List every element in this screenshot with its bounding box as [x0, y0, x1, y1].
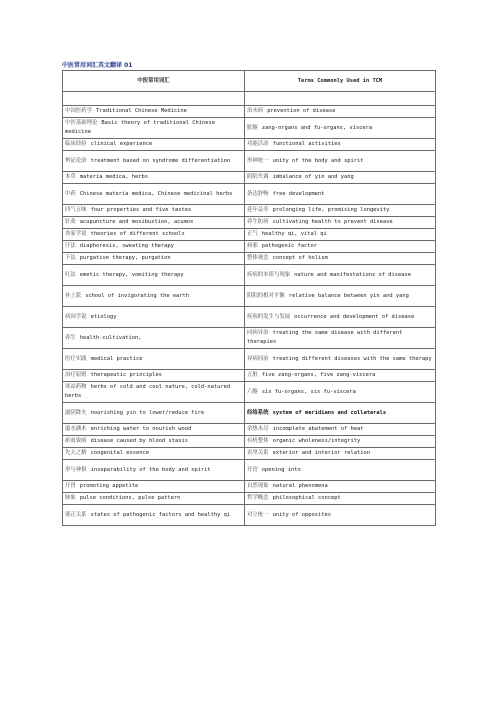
document-title: 中医常用词汇英文翻译 01: [62, 62, 133, 69]
english-translation: free development: [272, 190, 325, 197]
chinese-term: 滋水涵木: [65, 426, 87, 433]
english-translation: promoting appetite: [79, 483, 139, 490]
english-translation: unity of the body and spirit: [272, 157, 364, 164]
chinese-term: 条达舒畅: [247, 190, 269, 197]
english-translation: therapeutic principles: [90, 372, 162, 379]
chinese-term: 形神统一: [247, 157, 269, 164]
table-row: [63, 172, 436, 184]
table-row: [63, 382, 436, 403]
chinese-term: 病邪: [247, 243, 258, 250]
english-translation: zang-organs and fu-organs, viscera: [261, 124, 373, 131]
term-cell-right: [245, 505, 436, 526]
table-row: [63, 424, 436, 436]
english-translation: congenital essence: [90, 450, 149, 457]
chinese-term: 治未病: [247, 108, 264, 115]
table-row: [63, 205, 436, 217]
term-cell-right: [245, 139, 436, 151]
blank-cell: [245, 92, 436, 106]
english-translation: Basic theory of traditional Chinese medicine: [65, 120, 215, 135]
chinese-term: 同病异治: [247, 330, 269, 337]
english-translation: exterior and interior relation: [272, 450, 370, 457]
english-translation: school of invigorating the earth: [85, 292, 190, 299]
table-row: [63, 217, 436, 229]
english-translation: six fu-organs, six fu-viscera: [261, 388, 356, 395]
header-chinese-terms: 中医常用词汇: [63, 71, 245, 92]
term-cell-chinese-english: [63, 349, 245, 370]
chinese-term: 整体观念: [247, 255, 269, 262]
english-translation: prevention of disease: [267, 108, 336, 115]
chinese-term: 邪正关系: [65, 511, 87, 518]
term-cell-right: [245, 370, 436, 382]
table-row: [63, 349, 436, 370]
term-cell-chinese-english: [63, 253, 245, 265]
term-cell-right: [245, 151, 436, 172]
table-row: [63, 151, 436, 172]
table-row: [63, 448, 436, 460]
chinese-term: 临床经验: [65, 141, 87, 148]
english-translation: natural phenomena: [272, 483, 328, 490]
table-row: [63, 307, 436, 328]
chinese-term: 本草: [65, 174, 76, 181]
term-cell-right: [245, 349, 436, 370]
table-row: [63, 370, 436, 382]
chinese-term: 阴阳失调: [247, 174, 269, 181]
english-translation: disease caused by blood stasis: [90, 438, 188, 445]
table-row: [63, 460, 436, 481]
term-cell-right: [245, 424, 436, 436]
table-row: [63, 493, 436, 505]
english-translation: relative balance between yin and yang: [288, 292, 409, 299]
english-translation: enriching water to nourish wood: [90, 426, 192, 433]
chinese-term: 形与神俱: [65, 466, 87, 473]
english-translation: opening into: [261, 466, 301, 473]
chinese-term: 脏腑: [247, 124, 258, 131]
term-cell-right: [245, 493, 436, 505]
english-translation: health-cultivation,: [79, 334, 142, 341]
table-body: [63, 92, 436, 526]
english-translation: Chinese materia medica, Chinese medicinal herbs: [79, 190, 233, 197]
term-cell-right: [245, 460, 436, 481]
table-row: [63, 505, 436, 526]
chinese-term: 滋阴降火: [65, 409, 87, 416]
chinese-term: 疾病的本质与现象: [247, 271, 291, 278]
chinese-term: 中药: [65, 190, 76, 197]
english-translation: purgative therapy, purgation: [79, 255, 171, 262]
term-cell-chinese-english: [63, 505, 245, 526]
english-translation: states of pathogenic factors and healthy qi: [90, 511, 231, 518]
chinese-term: 正气: [247, 231, 258, 238]
english-translation: Traditional Chinese Medicine: [95, 108, 187, 115]
table-row: [63, 118, 436, 139]
term-cell-chinese-english: [63, 241, 245, 253]
term-cell-right: [245, 118, 436, 139]
term-cell-right: [245, 436, 436, 448]
term-cell-chinese-english: [63, 184, 245, 205]
english-translation: healthy qi, vital qi: [261, 231, 327, 238]
term-cell-chinese-english: [63, 229, 245, 241]
term-cell-chinese-english: [63, 118, 245, 139]
term-cell-right: [245, 403, 436, 424]
english-translation: pathogenic factor: [261, 243, 317, 250]
table-row: [63, 286, 436, 307]
table-header-row: [63, 71, 436, 92]
term-cell-chinese-english: [63, 403, 245, 424]
chinese-term: 补土派: [65, 292, 82, 299]
chinese-term: 医疗实践: [65, 355, 87, 362]
term-cell-chinese-english: [63, 217, 245, 229]
english-translation: concept of holism: [272, 255, 328, 262]
english-translation: incomplete abatement of heat: [272, 426, 364, 433]
term-cell-chinese-english: [63, 448, 245, 460]
english-translation: imbalance of yin and yang: [272, 174, 354, 181]
term-cell-right: [245, 307, 436, 328]
chinese-term: 六腑: [247, 388, 258, 395]
term-cell-chinese-english: [63, 205, 245, 217]
english-translation: philosophical concept: [272, 495, 341, 502]
chinese-term: 先天之精: [65, 450, 87, 457]
term-cell-right: [245, 229, 436, 241]
chinese-term: 哲学概念: [247, 495, 269, 502]
term-cell-chinese-english: [63, 460, 245, 481]
chinese-term: 脉象: [65, 495, 76, 502]
chinese-term: 延年益寿: [247, 207, 269, 214]
term-cell-right: [245, 106, 436, 118]
english-translation: system of meridians and collaterals: [272, 409, 387, 416]
table-row: [63, 265, 436, 286]
chinese-term: 五脏: [247, 372, 258, 379]
chinese-term: 四气五味: [65, 207, 87, 214]
chinese-term: 汗法: [65, 243, 76, 250]
english-translation: herbs of cold and cool nature, cold-natured herbs: [65, 384, 231, 399]
term-cell-right: [245, 253, 436, 265]
english-translation: prolonging life, promising longevity: [272, 207, 390, 214]
term-cell-right: [245, 382, 436, 403]
english-translation: five zang-organs, five zang-viscera: [261, 372, 376, 379]
term-cell-chinese-english: [63, 151, 245, 172]
chinese-term: 寒凉药物: [65, 384, 87, 391]
chinese-term: 针灸: [65, 219, 76, 226]
table-row: [63, 106, 436, 118]
term-cell-chinese-english: [63, 139, 245, 151]
term-cell-right: [245, 205, 436, 217]
term-cell-chinese-english: [63, 265, 245, 286]
chinese-term: 自然现象: [247, 483, 269, 490]
blank-row: [63, 92, 436, 106]
tcm-glossary-table: [62, 70, 436, 526]
term-cell-right: [245, 217, 436, 229]
chinese-term: 开胃: [65, 483, 76, 490]
term-cell-right: [245, 172, 436, 184]
english-translation: unity of opposites: [272, 511, 331, 518]
english-translation: organic wholeness/integrity: [272, 438, 361, 445]
header-english-terms: Terms Commonly Used in TCM: [245, 71, 436, 92]
english-translation: diaphoresis, sweating therapy: [79, 243, 174, 250]
term-cell-chinese-english: [63, 328, 245, 349]
english-translation: treatment based on syndrome differentiation: [90, 157, 231, 164]
chinese-term: 余热未尽: [247, 426, 269, 433]
english-translation: materia medica, herbs: [79, 174, 148, 181]
english-translation: acupuncture and moxibustion, acumox: [79, 219, 194, 226]
chinese-term: 各家学说: [65, 231, 87, 238]
term-cell-right: [245, 286, 436, 307]
blank-cell: [63, 92, 245, 106]
chinese-term: 辨证论治: [65, 157, 87, 164]
chinese-term: 表里关系: [247, 450, 269, 457]
table-row: [63, 328, 436, 349]
chinese-term: 治疗原则: [65, 372, 87, 379]
english-translation: nature and manifestations of disease: [294, 271, 411, 278]
term-cell-chinese-english: [63, 307, 245, 328]
chinese-term: 中国医药学: [65, 108, 92, 115]
table-row: [63, 184, 436, 205]
chinese-term: 中医基础理论: [65, 120, 98, 127]
term-cell-right: [245, 265, 436, 286]
chinese-term: 吐法: [65, 271, 76, 278]
english-translation: clinical experience: [90, 141, 153, 148]
table-row: [63, 403, 436, 424]
term-cell-right: [245, 481, 436, 493]
term-cell-chinese-english: [63, 106, 245, 118]
table-row: [63, 139, 436, 151]
term-cell-chinese-english: [63, 286, 245, 307]
table-row: [63, 253, 436, 265]
chinese-term: 下法: [65, 255, 76, 262]
chinese-term: 对立统一: [247, 511, 269, 518]
table-row: [63, 241, 436, 253]
chinese-term: 阴阳的相对平衡: [247, 292, 285, 299]
english-translation: treating the same disease with different therapies: [247, 330, 403, 345]
english-translation: pulse conditions, pulse pattern: [79, 495, 181, 502]
term-cell-chinese-english: [63, 172, 245, 184]
english-translation: occurrence and development of disease: [294, 313, 415, 320]
english-translation: functional activities: [272, 141, 341, 148]
chinese-term: 有机整体: [247, 438, 269, 445]
term-cell-chinese-english: [63, 436, 245, 448]
chinese-term: 疾病的发生与发展: [247, 313, 291, 320]
table-row: [63, 481, 436, 493]
term-cell-chinese-english: [63, 382, 245, 403]
term-cell-right: [245, 241, 436, 253]
english-translation: medical practice: [90, 355, 143, 362]
term-cell-chinese-english: [63, 370, 245, 382]
english-translation: treating different diseases with the same therapy: [272, 355, 432, 362]
term-cell-chinese-english: [63, 493, 245, 505]
english-translation: etiology: [90, 313, 117, 320]
english-translation: emetic therapy, vomiting therapy: [79, 271, 184, 278]
chinese-term: 经络系统: [247, 409, 269, 416]
chinese-term: 养生防病: [247, 219, 269, 226]
chinese-term: 异病同治: [247, 355, 269, 362]
english-translation: inseparability of the body and spirit: [90, 466, 211, 473]
english-translation: nourishing yin to lower/reduce fire: [90, 409, 205, 416]
chinese-term: 瘀血致病: [65, 438, 87, 445]
term-cell-right: [245, 448, 436, 460]
chinese-term: 功能活动: [247, 141, 269, 148]
term-cell-right: [245, 184, 436, 205]
english-translation: cultivating health to prevent disease: [272, 219, 393, 226]
chinese-term: 病因学说: [65, 313, 87, 320]
table-row: [63, 229, 436, 241]
term-cell-chinese-english: [63, 481, 245, 493]
english-translation: four properties and five tastes: [90, 207, 192, 214]
table-row: [63, 436, 436, 448]
english-translation: theories of different schools: [90, 231, 185, 238]
term-cell-right: [245, 328, 436, 349]
chinese-term: 养生: [65, 334, 76, 341]
term-cell-chinese-english: [63, 424, 245, 436]
chinese-term: 开窍: [247, 466, 258, 473]
